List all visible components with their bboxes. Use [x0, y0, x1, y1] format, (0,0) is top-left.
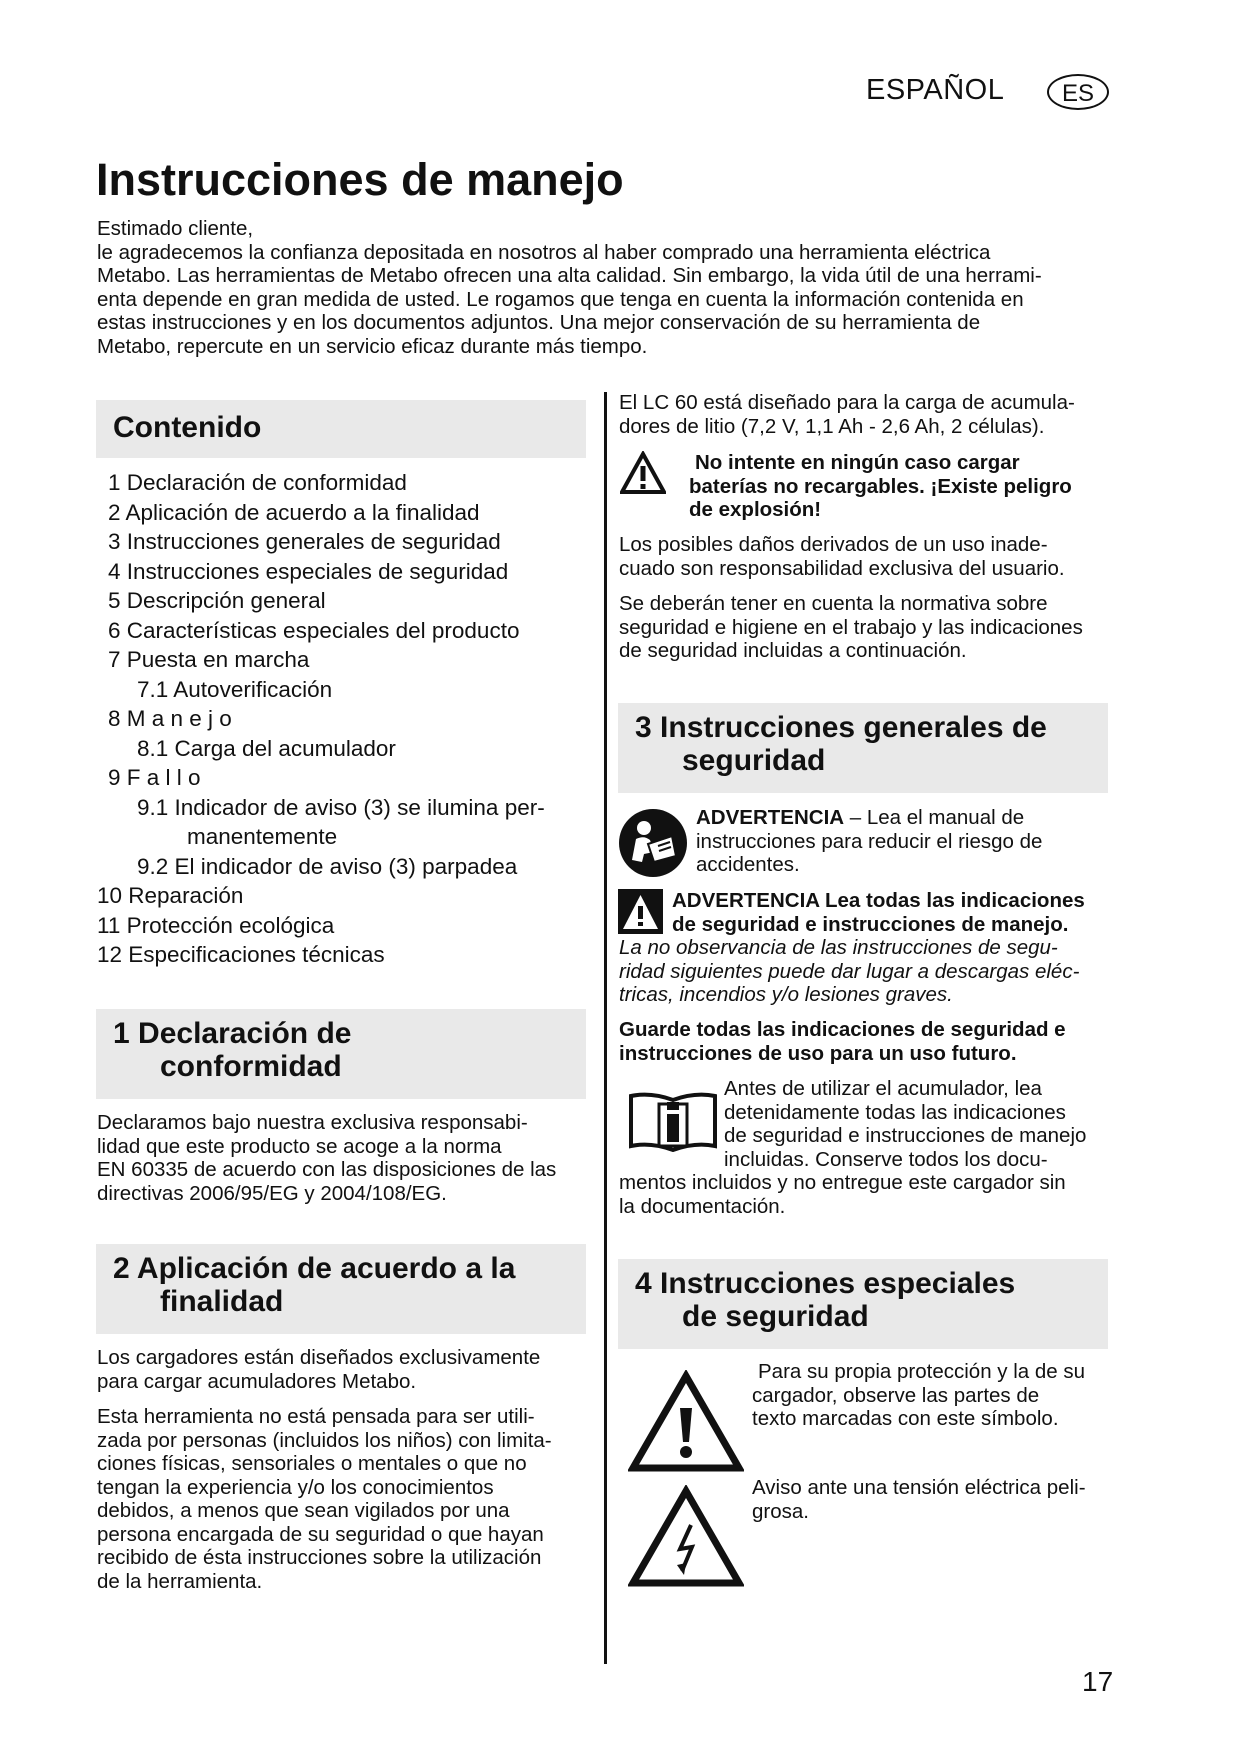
section-title-line: seguridad	[682, 744, 826, 777]
text-line: Los posibles daños derivados de un uso inade-	[619, 533, 1048, 556]
toc-item[interactable]: 11 Protección ecológica	[97, 912, 335, 938]
read-manual-icon	[618, 808, 688, 878]
page-title: Instrucciones de manejo	[96, 154, 624, 205]
section-title-line: de seguridad	[682, 1300, 869, 1333]
section-1-body	[97, 1111, 587, 1205]
text-line: baterías no recargables. ¡Existe peligro	[689, 474, 1072, 498]
section-title-line: Instrucciones especiales	[660, 1267, 1016, 1300]
text-line: incluidas. Conserve todos los docu-	[724, 1147, 1048, 1171]
table-of-contents	[97, 468, 588, 970]
section-title-line: Instrucciones generales de	[660, 711, 1047, 744]
caution-symbol-text	[752, 1360, 1122, 1431]
section-3-heading-box	[618, 703, 1108, 793]
toc-item[interactable]: 8 M a n e j o	[108, 706, 232, 731]
toc-item[interactable]: 9.1 Indicador de aviso (3) se ilumina per-	[137, 794, 545, 820]
section-2-paragraph-2	[97, 1405, 597, 1593]
toc-item[interactable]: 3 Instrucciones generales de seguridad	[108, 529, 501, 554]
text-line: Guarde todas las indicaciones de seguridad e	[619, 1018, 1066, 1041]
section-number: 4	[635, 1267, 652, 1300]
text-line: la documentación.	[619, 1194, 786, 1218]
text-line: zada por personas (incluidos los niños) con limita-	[97, 1428, 552, 1452]
text-line: ciones físicas, sensoriales o mentales o que no	[97, 1452, 527, 1475]
text-line: persona encargada de su seguridad o que hayan	[97, 1522, 544, 1546]
text-line: de seguridad incluidas a continuación.	[619, 639, 967, 662]
text-line: Para su propia protección y la de su	[758, 1360, 1086, 1383]
toc-item[interactable]: 4 Instrucciones especiales de seguridad	[108, 558, 509, 584]
warning-no-recharge	[689, 451, 1109, 522]
warning-square-icon	[618, 889, 663, 934]
electric-hazard-text	[752, 1476, 1122, 1523]
lc60-description	[619, 391, 1119, 438]
warning-consequences	[619, 936, 1119, 1007]
intro-line: Metabo. Las herramientas de Metabo ofrecen una alta calidad. Sin embargo, la vida útil de una herrami-	[97, 264, 1042, 287]
text-line: ridad siguientes puede dar lugar a descargas eléc-	[619, 959, 1080, 983]
intro-line: Metabo, repercute en un servicio eficaz durante más tiempo.	[97, 334, 648, 358]
text-line: grosa.	[752, 1499, 809, 1523]
text-line: directivas 2006/95/EG y 2004/108/EG.	[97, 1181, 447, 1205]
text-line: No intente en ningún caso cargar	[695, 451, 1020, 474]
text-line: El LC 60 está diseñado para la carga de acumula-	[619, 391, 1075, 414]
toc-item[interactable]: 1 Declaración de conformidad	[108, 470, 407, 495]
page-number: 17	[1082, 1666, 1114, 1697]
text-line: accidentes.	[696, 853, 800, 876]
keep-instructions	[619, 1018, 1119, 1065]
text-line: – Lea el manual de	[844, 806, 1025, 829]
section-3-heading	[635, 711, 1108, 777]
intro-line: le agradecemos la confianza depositada en nosotros al haber comprado una herramienta eléctrica	[97, 240, 991, 264]
toc-item[interactable]: 10 Reparación	[97, 883, 244, 908]
text-line: recibido de ésta instrucciones sobre la utilización	[97, 1546, 542, 1569]
text-line: La no observancia de las instrucciones de segu-	[619, 936, 1058, 959]
language-badge: ES	[1047, 74, 1109, 110]
toc-item[interactable]: 5 Descripción general	[108, 588, 326, 613]
contents-heading: Contenido	[113, 411, 262, 444]
electric-hazard-icon	[628, 1485, 744, 1589]
contents-heading-box	[96, 400, 586, 458]
text-line: para cargar acumuladores Metabo.	[97, 1369, 417, 1393]
caution-triangle-icon	[628, 1370, 744, 1474]
toc-item[interactable]: 7 Puesta en marcha	[108, 647, 310, 672]
toc-item[interactable]: 9.2 El indicador de aviso (3) parpadea	[137, 853, 518, 879]
text-line: Se deberán tener en cuenta la normativa sobre	[619, 592, 1048, 615]
text-line: mentos incluidos y no entregue este cargador sin	[619, 1171, 1066, 1194]
section-number: 3	[635, 711, 652, 744]
section-2-heading-box	[96, 1244, 586, 1334]
text-line: lidad que este producto se acoge a la norma	[97, 1134, 502, 1158]
section-title-line: conformidad	[160, 1050, 342, 1083]
language-label: ESPAÑOL	[866, 74, 1005, 106]
text-line: de la herramienta.	[97, 1569, 263, 1593]
misuse-text	[619, 533, 1119, 580]
section-2-heading	[113, 1252, 586, 1318]
norms-text	[619, 592, 1119, 663]
section-4-heading-box	[618, 1259, 1108, 1349]
before-use-text	[619, 1077, 1119, 1218]
toc-item: manentemente	[187, 824, 338, 849]
text-line: detenidamente todas las indicaciones	[724, 1100, 1066, 1124]
intro-greeting: Estimado cliente,	[97, 217, 254, 240]
warning-triangle-icon	[620, 451, 666, 494]
intro-line: estas instrucciones y en los documentos adjuntos. Una mejor conservación de su herramienta de	[97, 311, 981, 334]
section-2-paragraph-1	[97, 1346, 597, 1393]
text-line: de seguridad e instrucciones de manejo.	[672, 912, 1069, 936]
text-line: cuado son responsabilidad exclusiva del usuario.	[619, 556, 1065, 580]
toc-item[interactable]: 6 Características especiales del producto	[108, 617, 520, 643]
text-line: instrucciones para reducir el riesgo de	[696, 829, 1043, 853]
toc-item[interactable]: 12 Especificaciones técnicas	[97, 942, 385, 967]
text-line: EN 60335 de acuerdo con las disposiciones de las	[97, 1158, 557, 1181]
text-line: de seguridad e instrucciones de manejo	[724, 1124, 1087, 1147]
text-line: cargador, observe las partes de	[752, 1383, 1040, 1407]
column-divider	[604, 392, 607, 1664]
section-1-heading-box	[96, 1009, 586, 1099]
section-title-line: Declaración de	[138, 1017, 352, 1050]
section-number: 2	[113, 1252, 130, 1285]
section-number: 1	[113, 1017, 130, 1050]
warning-read-all	[672, 889, 1112, 936]
text-line: de explosión!	[689, 498, 822, 521]
text-line: tengan la experiencia y/o los conocimientos	[97, 1475, 494, 1499]
text-line: tricas, incendios y/o lesiones graves.	[619, 983, 953, 1006]
text-line: Antes de utilizar el acumulador, lea	[724, 1077, 1042, 1100]
toc-item[interactable]: 8.1 Carga del acumulador	[137, 735, 396, 761]
text-line: Aviso ante una tensión eléctrica peli-	[752, 1476, 1086, 1499]
toc-item[interactable]: 2 Aplicación de acuerdo a la finalidad	[108, 499, 480, 525]
toc-item[interactable]: 7.1 Autoverificación	[137, 676, 333, 702]
warning-label: ADVERTENCIA	[696, 806, 845, 829]
text-line: ADVERTENCIA Lea todas las indicaciones	[672, 889, 1085, 912]
text-line: texto marcadas con este símbolo.	[752, 1407, 1059, 1430]
text-line: Esta herramienta no está pensada para ser utili-	[97, 1405, 535, 1428]
section-1-heading	[113, 1017, 586, 1083]
section-4-heading	[635, 1267, 1108, 1333]
toc-item[interactable]: 9 F a l l o	[108, 765, 201, 790]
text-line: seguridad e higiene en el trabajo y las indicaciones	[619, 615, 1083, 639]
text-line: Los cargadores están diseñados exclusivamente	[97, 1346, 541, 1369]
intro-text	[97, 217, 1097, 358]
section-title-line: finalidad	[160, 1285, 284, 1318]
warning-read-manual	[696, 806, 1116, 877]
text-line: instrucciones de uso para un uso futuro.	[619, 1041, 1017, 1065]
section-title-line: Aplicación de acuerdo a la	[136, 1252, 516, 1285]
intro-line: enta depende en gran medida de usted. Le rogamos que tenga en cuenta la información contenida en	[97, 287, 1024, 311]
text-line: dores de litio (7,2 V, 1,1 Ah - 2,6 Ah, 2 células).	[619, 414, 1045, 438]
text-line: debidos, a menos que sean vigilados por una	[97, 1499, 510, 1522]
text-line: Declaramos bajo nuestra exclusiva responsabi-	[97, 1111, 528, 1134]
